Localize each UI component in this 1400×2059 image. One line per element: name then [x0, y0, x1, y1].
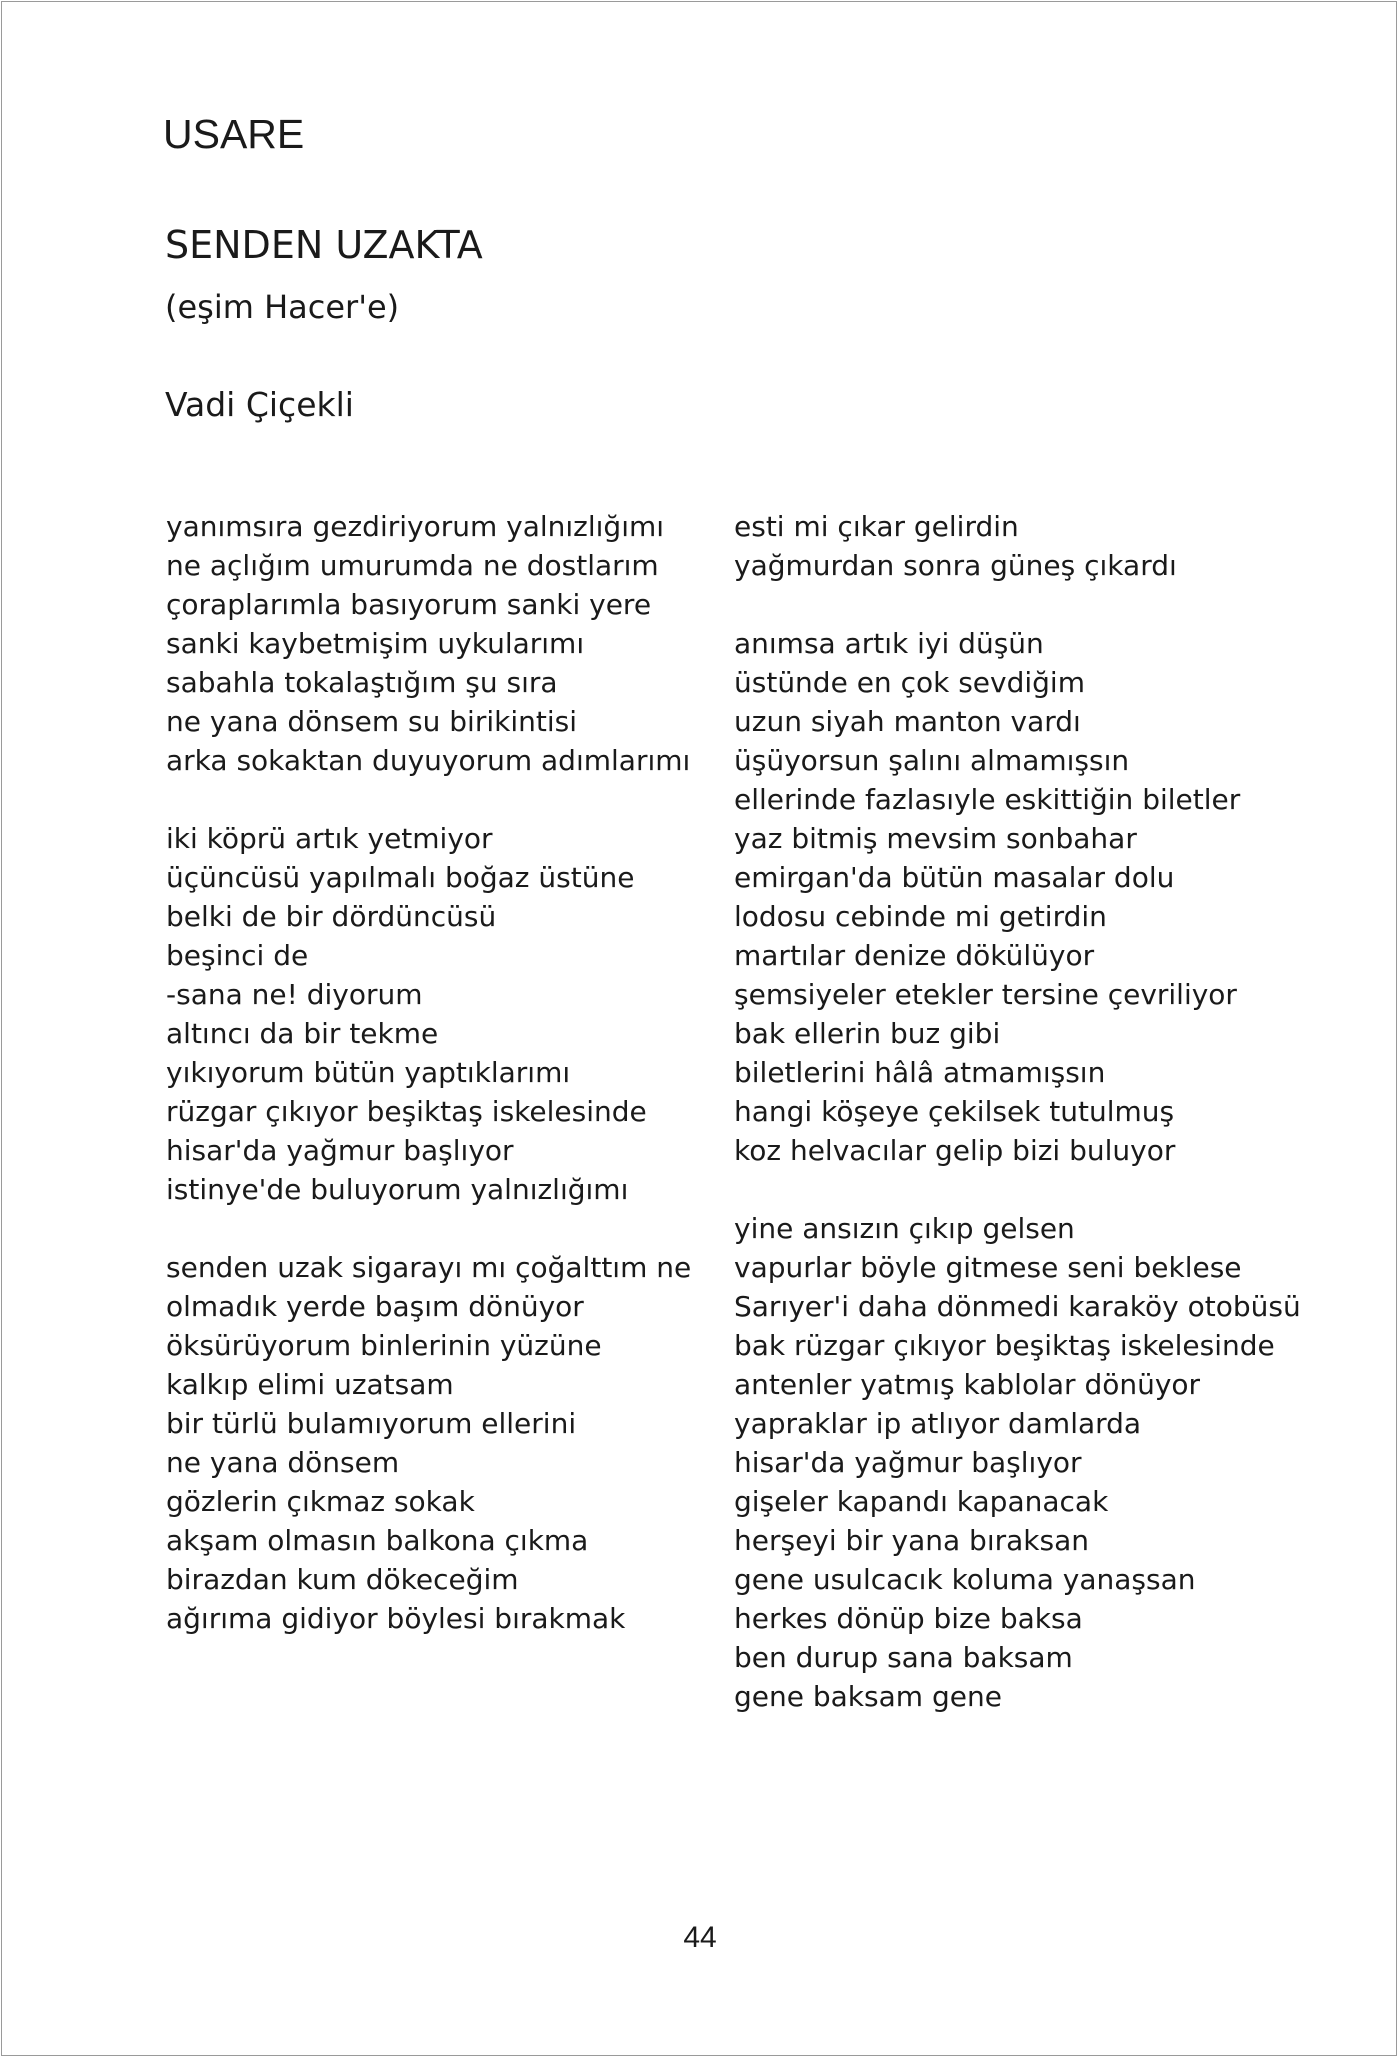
poem-line: herkes dönüp bize baksa	[734, 1602, 1083, 1635]
poem-line: belki de bir dördüncüsü	[166, 900, 497, 933]
poem-line: gözlerin çıkmaz sokak	[166, 1485, 475, 1518]
poem-line: bir türlü bulamıyorum ellerini	[166, 1407, 577, 1440]
poem-title: SENDEN UZAKTA	[165, 223, 483, 267]
poem-line: ne açlığım umurumda ne dostlarım	[166, 549, 659, 582]
poem-line: altıncı da bir tekme	[166, 1017, 439, 1050]
poem-line: üstünde en çok sevdiğim	[734, 666, 1085, 699]
poem-line: bak rüzgar çıkıyor beşiktaş iskelesinde	[734, 1329, 1275, 1362]
page-number: 44	[683, 1921, 717, 1954]
poem-line: üçüncüsü yapılmalı boğaz üstüne	[166, 861, 635, 894]
poem-line: herşeyi bir yana bıraksan	[734, 1524, 1089, 1557]
stanza	[166, 819, 706, 1209]
stanza	[166, 1248, 706, 1638]
poem-line: esti mi çıkar gelirdin	[734, 510, 1019, 543]
poem-dedication: (eşim Hacer'e)	[165, 288, 400, 326]
poem-line: gene baksam gene	[734, 1680, 1002, 1713]
poem-line: ne yana dönsem	[166, 1446, 400, 1479]
stanza	[734, 624, 1374, 1170]
poem-line: yine ansızın çıkıp gelsen	[734, 1212, 1075, 1245]
poem-line: yanımsıra gezdiriyorum yalnızlığımı	[166, 510, 665, 543]
poem-line: martılar denize dökülüyor	[734, 939, 1095, 972]
poem-line: yapraklar ip atlıyor damlarda	[734, 1407, 1142, 1440]
poem-line: hisar'da yağmur başlıyor	[166, 1134, 514, 1167]
poem-line: hisar'da yağmur başlıyor	[734, 1446, 1082, 1479]
poem-line: hangi köşeye çekilsek tutulmuş	[734, 1095, 1175, 1128]
poem-line: istinye'de buluyorum yalnızlığımı	[166, 1173, 629, 1206]
poem-line: gene usulcacık koluma yanaşsan	[734, 1563, 1196, 1596]
poem-line: çoraplarımla basıyorum sanki yere	[166, 588, 652, 621]
poem-line: kalkıp elimi uzatsam	[166, 1368, 454, 1401]
poem-line: koz helvacılar gelip bizi buluyor	[734, 1134, 1176, 1167]
poem-line: arka sokaktan duyuyorum adımlarımı	[166, 744, 691, 777]
poem-line: emirgan'da bütün masalar dolu	[734, 861, 1175, 894]
poem-line: ben durup sana baksam	[734, 1641, 1073, 1674]
stanza	[734, 1209, 1374, 1716]
poem-line: vapurlar böyle gitmese seni beklese	[734, 1251, 1242, 1284]
poem-author: Vadi Çiçekli	[165, 385, 354, 424]
stanza	[166, 507, 706, 780]
poem-line: senden uzak sigarayı mı çoğalttım ne	[166, 1251, 692, 1284]
poem-left-column	[166, 507, 706, 1638]
poem-line: ellerinde fazlasıyle eskittiğin biletler	[734, 783, 1241, 816]
poem-line: sabahla tokalaştığım şu sıra	[166, 666, 558, 699]
poem-line: Sarıyer'i daha dönmedi karaköy otobüsü	[734, 1290, 1301, 1323]
poem-line: bak ellerin buz gibi	[734, 1017, 1001, 1050]
stanza	[734, 507, 1374, 585]
poem-line: birazdan kum dökeceğim	[166, 1563, 519, 1596]
poem-line: olmadık yerde başım dönüyor	[166, 1290, 584, 1323]
poem-line: şemsiyeler etekler tersine çevriliyor	[734, 978, 1237, 1011]
poem-line: -sana ne! diyorum	[166, 978, 423, 1011]
poem-line: uzun siyah manton vardı	[734, 705, 1081, 738]
poem-line: iki köprü artık yetmiyor	[166, 822, 493, 855]
poem-line: beşinci de	[166, 939, 309, 972]
poem-line: ne yana dönsem su birikintisi	[166, 705, 577, 738]
poem-line: üşüyorsun şalını almamışsın	[734, 744, 1130, 777]
poem-line: antenler yatmış kablolar dönüyor	[734, 1368, 1201, 1401]
poem-line: yaz bitmiş mevsim sonbahar	[734, 822, 1137, 855]
poem-line: ağırıma gidiyor böylesi bırakmak	[166, 1602, 626, 1635]
poem-line: sanki kaybetmişim uykularımı	[166, 627, 585, 660]
poem-line: gişeler kapandı kapanacak	[734, 1485, 1109, 1518]
section-header: USARE	[163, 111, 305, 157]
poem-line: biletlerini hâlâ atmamışsın	[734, 1056, 1106, 1089]
poem-line: rüzgar çıkıyor beşiktaş iskelesinde	[166, 1095, 647, 1128]
poem-line: öksürüyorum binlerinin yüzüne	[166, 1329, 602, 1362]
poem-line: akşam olmasın balkona çıkma	[166, 1524, 589, 1557]
poem-line: yıkıyorum bütün yaptıklarımı	[166, 1056, 571, 1089]
poem-line: lodosu cebinde mi getirdin	[734, 900, 1107, 933]
poem-line: anımsa artık iyi düşün	[734, 627, 1044, 660]
poem-line: yağmurdan sonra güneş çıkardı	[734, 549, 1177, 582]
poem-right-column	[734, 507, 1374, 1716]
